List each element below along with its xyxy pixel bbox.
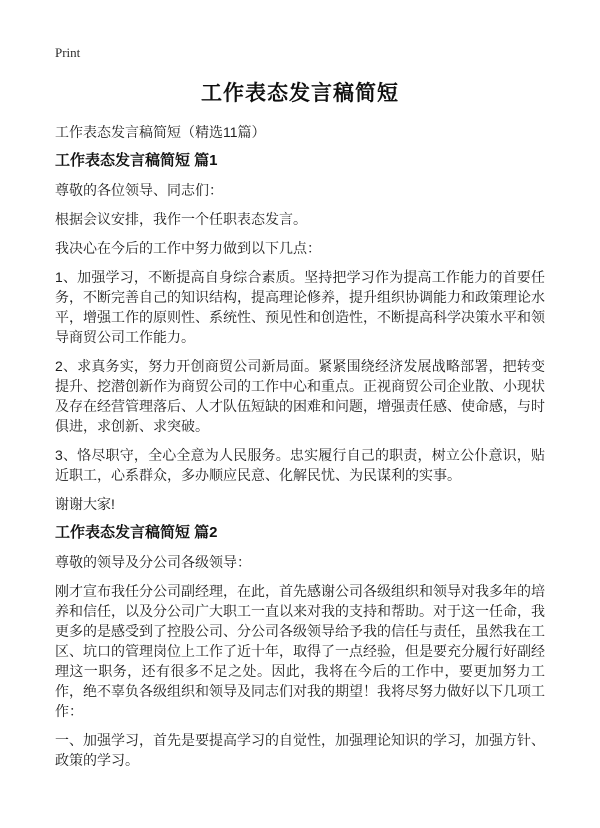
paragraph: 谢谢大家! bbox=[55, 496, 115, 512]
paragraph: 刚才宣布我任分公司副经理，在此，首先感谢公司各级组织和领导对我多年的培养和信任，以及分公司广大职工一直以来对我的支持和帮助。对于这一任命，我更多的是感受到了控股公司、分公司各级领导给予我的信任与责任，虽然我在工区、坑口的管理岗位上工作了近十年，取得了一点经验，但是要充分履行好副经理这一职务，还有很多不足之处。因此，我将在今后的工作中，要更加努力工作，绝不辜负各级组织和领导及同志们对我的期望！我将尽努力做好以下几项工作： bbox=[55, 583, 545, 719]
section-heading: 工作表态发言稿简短 篇2 bbox=[55, 524, 218, 541]
paragraph: 2、求真务实，努力开创商贸公司新局面。紧紧围绕经济发展战略部署，把转变提升、挖潜创新作为商贸公司的工作中心和重点。正视商贸公司企业散、小现状及存在经营管理落后、人才队伍短缺的困难和问题，增强责任感、使命感，与时俱进，求创新、求突破。 bbox=[55, 358, 545, 434]
subtitle: 工作表态发言稿简短（精选11篇） bbox=[55, 124, 266, 140]
sections-container bbox=[55, 151, 545, 770]
paragraph: 我决心在今后的工作中努力做到以下几点： bbox=[55, 240, 321, 256]
paragraph: 3、恪尽职守，全心全意为人民服务。忠实履行自己的职责，树立公仆意识，贴近职工，心系群众，多办顺应民意、化解民忧、为民谋利的实事。 bbox=[55, 447, 545, 483]
paragraph: 尊敬的各位领导、同志们： bbox=[55, 182, 223, 198]
paragraph: 尊敬的领导及分公司各级领导： bbox=[55, 554, 251, 570]
section-heading: 工作表态发言稿简短 篇1 bbox=[55, 152, 218, 169]
paragraph: 一、加强学习，首先是要提高学习的自觉性，加强理论知识的学习，加强方针、政策的学习。 bbox=[55, 732, 545, 768]
page-title: 工作表态发言稿简短 bbox=[201, 82, 399, 105]
print-link[interactable]: Print bbox=[55, 45, 81, 60]
paragraph: 根据会议安排，我作一个任职表态发言。 bbox=[55, 211, 307, 227]
paragraph: 1、加强学习，不断提高自身综合素质。坚持把学习作为提高工作能力的首要任务，不断完善自己的知识结构，提高理论修养，提升组织协调能力和政策理论水平，增强工作的原则性、系统性、预见性和创造性，不断提高科学决策水平和领导商贸公司工作能力。 bbox=[55, 269, 545, 345]
